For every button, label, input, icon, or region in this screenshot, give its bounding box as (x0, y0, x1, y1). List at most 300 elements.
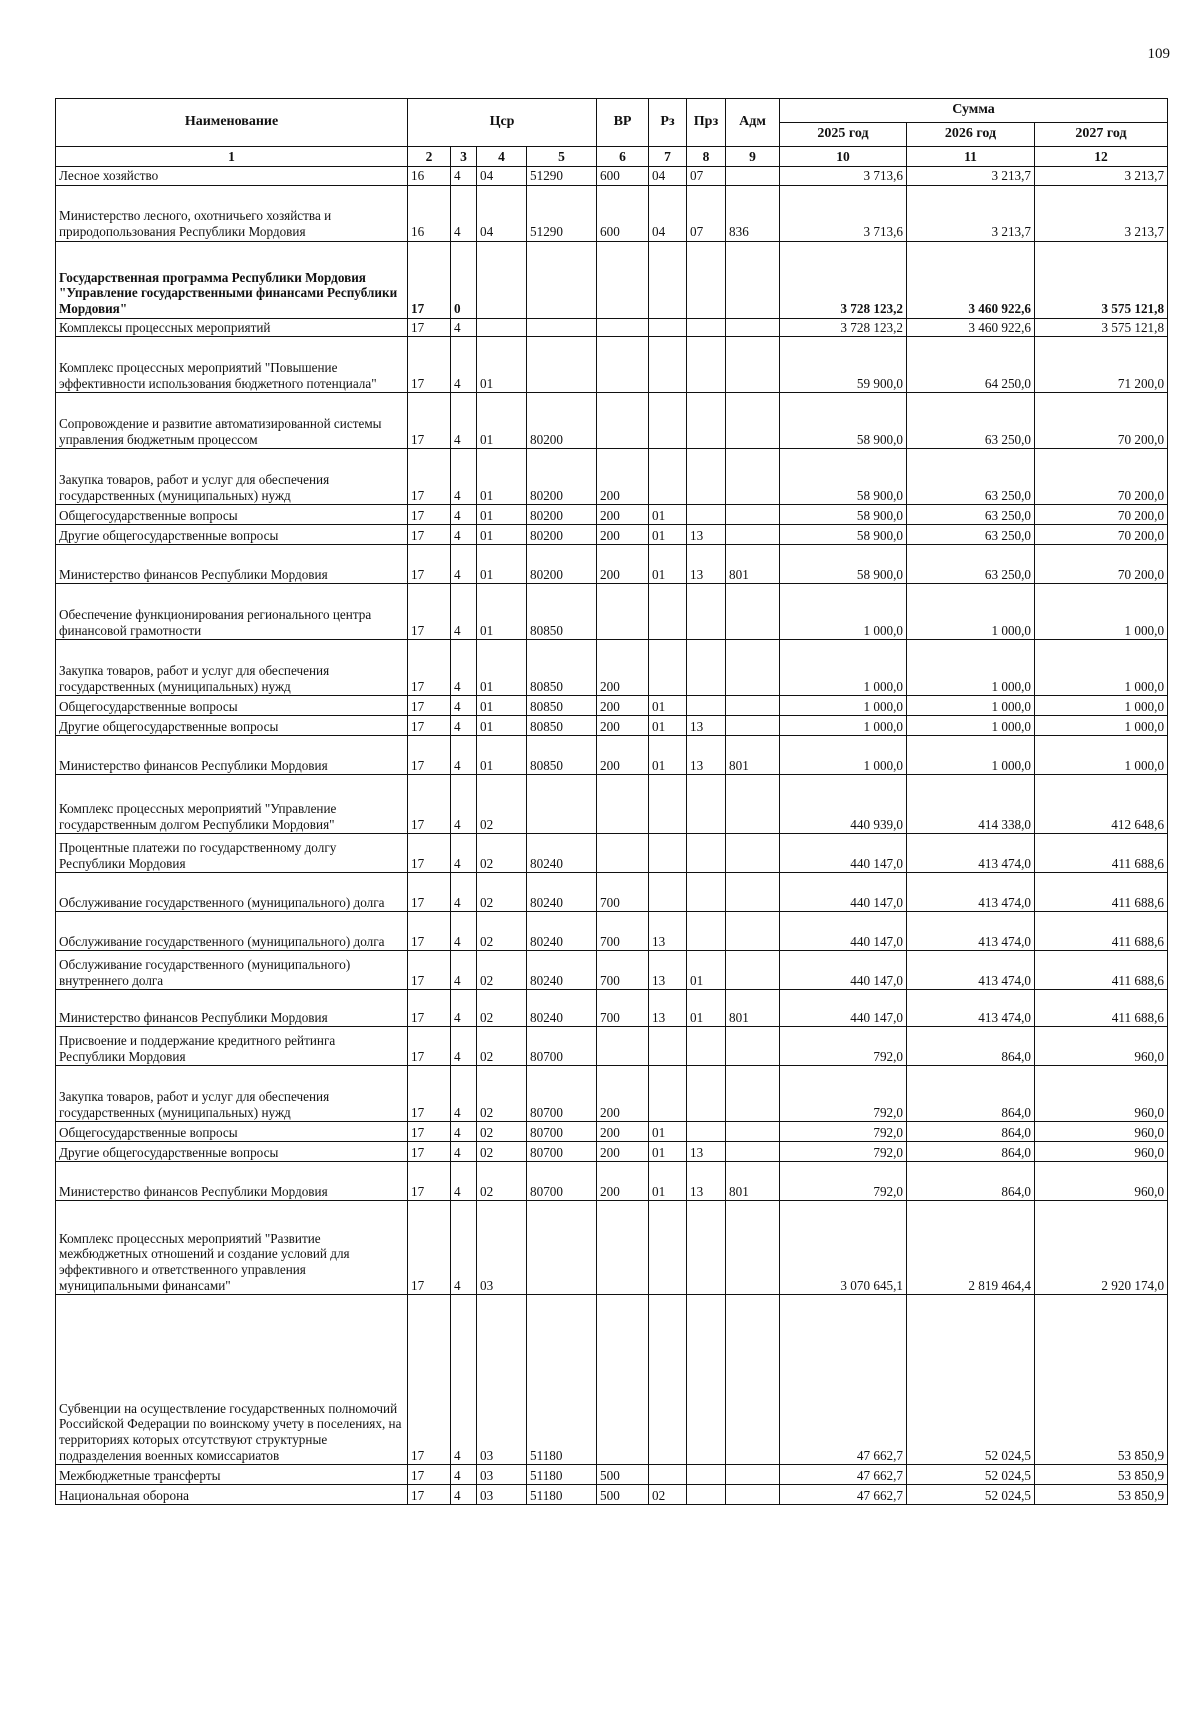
table-row (56, 241, 1168, 318)
row-name: Присвоение и поддержание кредитного рейтинга Республики Мордовия (56, 1027, 408, 1066)
csr-complex: 01 (477, 449, 527, 505)
row-name: Комплекс процессных мероприятий "Развитие межбюджетных отношений и создание условий для эффективного и ответственного управления муниципальными финансами" (56, 1201, 408, 1295)
adm-code (726, 449, 780, 505)
csr-direction (527, 1201, 597, 1295)
column-number-row (56, 147, 1168, 167)
amount-2027: 411 688,6 (1035, 834, 1168, 873)
csr-complex (477, 318, 527, 337)
amount-2025: 47 662,7 (780, 1295, 907, 1465)
csr-direction: 80200 (527, 449, 597, 505)
amount-2026: 414 338,0 (907, 775, 1035, 834)
adm-code (726, 951, 780, 990)
prz-code: 13 (687, 545, 726, 584)
prz-code (687, 696, 726, 716)
csr-type: 4 (451, 716, 477, 736)
vr-code (597, 834, 649, 873)
adm-code (726, 1201, 780, 1295)
csr-type: 4 (451, 318, 477, 337)
amount-2027: 3 213,7 (1035, 185, 1168, 241)
table-row (56, 449, 1168, 505)
vr-code: 200 (597, 696, 649, 716)
rz-code: 13 (649, 951, 687, 990)
row-name: Министерство финансов Республики Мордовия (56, 545, 408, 584)
row-name: Лесное хозяйство (56, 167, 408, 186)
table-row (56, 775, 1168, 834)
amount-2025: 440 147,0 (780, 834, 907, 873)
col-number: 2 (408, 147, 451, 167)
csr-direction (527, 337, 597, 393)
table-row (56, 1122, 1168, 1142)
prz-code (687, 1465, 726, 1485)
row-name: Закупка товаров, работ и услуг для обеспечения государственных (муниципальных) нужд (56, 449, 408, 505)
csr-complex: 03 (477, 1295, 527, 1465)
row-name: Министерство финансов Республики Мордовия (56, 736, 408, 775)
page-number: 109 (1147, 46, 1170, 62)
rz-code (649, 640, 687, 696)
csr-complex: 02 (477, 1122, 527, 1142)
vr-code: 200 (597, 1066, 649, 1122)
table-row (56, 873, 1168, 912)
csr-program: 17 (408, 990, 451, 1027)
amount-2025: 3 713,6 (780, 185, 907, 241)
adm-code (726, 1066, 780, 1122)
csr-complex: 03 (477, 1201, 527, 1295)
csr-direction: 80850 (527, 696, 597, 716)
table-row (56, 525, 1168, 545)
amount-2025: 3 728 123,2 (780, 241, 907, 318)
csr-complex: 02 (477, 1142, 527, 1162)
row-name: Общегосударственные вопросы (56, 505, 408, 525)
csr-program: 17 (408, 1066, 451, 1122)
header-year-2027: 2027 год (1035, 123, 1168, 147)
csr-complex: 01 (477, 393, 527, 449)
csr-direction: 80240 (527, 834, 597, 873)
table-row (56, 318, 1168, 337)
table-row (56, 1066, 1168, 1122)
row-name: Комплекс процессных мероприятий "Управление государственным долгом Республики Мордовия" (56, 775, 408, 834)
prz-code (687, 640, 726, 696)
amount-2026: 63 250,0 (907, 393, 1035, 449)
rz-code: 01 (649, 525, 687, 545)
csr-program: 17 (408, 951, 451, 990)
amount-2026: 3 460 922,6 (907, 318, 1035, 337)
csr-complex: 02 (477, 1066, 527, 1122)
prz-code (687, 1201, 726, 1295)
rz-code: 13 (649, 990, 687, 1027)
amount-2025: 3 728 123,2 (780, 318, 907, 337)
csr-complex: 02 (477, 951, 527, 990)
prz-code (687, 834, 726, 873)
prz-code: 13 (687, 1142, 726, 1162)
row-name: Комплексы процессных мероприятий (56, 318, 408, 337)
csr-direction: 80850 (527, 716, 597, 736)
vr-code: 200 (597, 736, 649, 775)
csr-program: 16 (408, 185, 451, 241)
csr-type: 4 (451, 736, 477, 775)
csr-direction: 80850 (527, 640, 597, 696)
col-number: 7 (649, 147, 687, 167)
csr-direction: 80700 (527, 1162, 597, 1201)
prz-code (687, 505, 726, 525)
rz-code: 01 (649, 545, 687, 584)
amount-2025: 1 000,0 (780, 736, 907, 775)
prz-code (687, 1066, 726, 1122)
csr-type: 4 (451, 505, 477, 525)
adm-code (726, 1295, 780, 1465)
rz-code: 02 (649, 1485, 687, 1505)
amount-2025: 792,0 (780, 1162, 907, 1201)
adm-code (726, 525, 780, 545)
adm-code (726, 696, 780, 716)
csr-program: 17 (408, 1485, 451, 1505)
csr-direction: 51290 (527, 185, 597, 241)
amount-2027: 53 850,9 (1035, 1465, 1168, 1485)
amount-2025: 792,0 (780, 1066, 907, 1122)
amount-2025: 1 000,0 (780, 584, 907, 640)
csr-program: 17 (408, 318, 451, 337)
adm-code (726, 834, 780, 873)
rz-code (649, 449, 687, 505)
table-row (56, 834, 1168, 873)
csr-program: 17 (408, 1162, 451, 1201)
csr-program: 17 (408, 1027, 451, 1066)
amount-2026: 1 000,0 (907, 736, 1035, 775)
table-row (56, 1162, 1168, 1201)
rz-code: 04 (649, 167, 687, 186)
vr-code: 500 (597, 1465, 649, 1485)
amount-2025: 440 147,0 (780, 990, 907, 1027)
csr-direction: 80700 (527, 1122, 597, 1142)
header-rz: Рз (649, 99, 687, 147)
col-number: 3 (451, 147, 477, 167)
csr-program: 17 (408, 873, 451, 912)
csr-program: 17 (408, 584, 451, 640)
amount-2027: 1 000,0 (1035, 584, 1168, 640)
csr-program: 16 (408, 167, 451, 186)
prz-code (687, 1295, 726, 1465)
csr-program: 17 (408, 525, 451, 545)
csr-direction (527, 775, 597, 834)
amount-2025: 1 000,0 (780, 640, 907, 696)
row-name: Министерство финансов Республики Мордовия (56, 1162, 408, 1201)
csr-program: 17 (408, 696, 451, 716)
adm-code: 801 (726, 1162, 780, 1201)
amount-2026: 52 024,5 (907, 1295, 1035, 1465)
amount-2027: 1 000,0 (1035, 736, 1168, 775)
row-name: Министерство финансов Республики Мордовия (56, 990, 408, 1027)
row-name: Закупка товаров, работ и услуг для обеспечения государственных (муниципальных) нужд (56, 1066, 408, 1122)
csr-program: 17 (408, 545, 451, 584)
amount-2026: 413 474,0 (907, 873, 1035, 912)
row-name: Министерство лесного, охотничьего хозяйства и природопользования Республики Мордовия (56, 185, 408, 241)
amount-2027: 70 200,0 (1035, 525, 1168, 545)
amount-2026: 864,0 (907, 1027, 1035, 1066)
csr-type: 4 (451, 951, 477, 990)
prz-code: 13 (687, 1162, 726, 1201)
prz-code: 07 (687, 185, 726, 241)
amount-2027: 960,0 (1035, 1142, 1168, 1162)
rz-code (649, 393, 687, 449)
csr-program: 17 (408, 775, 451, 834)
adm-code: 801 (726, 545, 780, 584)
amount-2026: 413 474,0 (907, 990, 1035, 1027)
csr-complex: 02 (477, 873, 527, 912)
amount-2026: 864,0 (907, 1142, 1035, 1162)
amount-2025: 58 900,0 (780, 525, 907, 545)
amount-2026: 413 474,0 (907, 834, 1035, 873)
col-number: 12 (1035, 147, 1168, 167)
amount-2025: 1 000,0 (780, 716, 907, 736)
header-sum: Сумма (780, 99, 1168, 123)
csr-program: 17 (408, 1465, 451, 1485)
adm-code (726, 1122, 780, 1142)
csr-direction: 80200 (527, 393, 597, 449)
row-name: Субвенции на осуществление государственных полномочий Российской Федерации по воинскому учету в поселениях, на территориях которых отсутствуют структурные подразделения военных комиссариатов (56, 1295, 408, 1465)
row-name: Обслуживание государственного (муниципального) долга (56, 912, 408, 951)
csr-type: 4 (451, 912, 477, 951)
row-name: Общегосударственные вопросы (56, 1122, 408, 1142)
table-row (56, 736, 1168, 775)
table-row (56, 696, 1168, 716)
adm-code (726, 167, 780, 186)
prz-code: 13 (687, 525, 726, 545)
csr-direction: 80200 (527, 525, 597, 545)
rz-code: 01 (649, 1122, 687, 1142)
row-name: Сопровождение и развитие автоматизированной системы управления бюджетным процессом (56, 393, 408, 449)
csr-direction: 80700 (527, 1027, 597, 1066)
csr-direction: 80200 (527, 545, 597, 584)
amount-2027: 960,0 (1035, 1162, 1168, 1201)
csr-type: 4 (451, 990, 477, 1027)
rz-code (649, 1465, 687, 1485)
csr-program: 17 (408, 716, 451, 736)
header-year-2025: 2025 год (780, 123, 907, 147)
amount-2025: 440 147,0 (780, 873, 907, 912)
amount-2026: 1 000,0 (907, 696, 1035, 716)
adm-code (726, 241, 780, 318)
csr-program: 17 (408, 912, 451, 951)
col-number: 1 (56, 147, 408, 167)
amount-2025: 47 662,7 (780, 1465, 907, 1485)
amount-2027: 70 200,0 (1035, 505, 1168, 525)
prz-code (687, 318, 726, 337)
csr-complex: 01 (477, 525, 527, 545)
csr-program: 17 (408, 834, 451, 873)
vr-code: 200 (597, 545, 649, 584)
table-row (56, 1027, 1168, 1066)
csr-program: 17 (408, 337, 451, 393)
vr-code: 700 (597, 990, 649, 1027)
csr-type: 4 (451, 584, 477, 640)
amount-2026: 1 000,0 (907, 584, 1035, 640)
row-name: Другие общегосударственные вопросы (56, 716, 408, 736)
amount-2027: 3 213,7 (1035, 167, 1168, 186)
vr-code: 700 (597, 873, 649, 912)
csr-type: 4 (451, 167, 477, 186)
amount-2027: 411 688,6 (1035, 912, 1168, 951)
csr-direction: 80240 (527, 951, 597, 990)
row-name: Обслуживание государственного (муниципального) внутреннего долга (56, 951, 408, 990)
amount-2025: 792,0 (780, 1142, 907, 1162)
amount-2026: 3 213,7 (907, 185, 1035, 241)
rz-code (649, 775, 687, 834)
csr-type: 4 (451, 1162, 477, 1201)
amount-2027: 53 850,9 (1035, 1485, 1168, 1505)
table-row (56, 990, 1168, 1027)
prz-code (687, 584, 726, 640)
row-name: Общегосударственные вопросы (56, 696, 408, 716)
rz-code: 01 (649, 696, 687, 716)
budget-table (55, 98, 1168, 1505)
csr-type: 4 (451, 1027, 477, 1066)
csr-direction: 51290 (527, 167, 597, 186)
amount-2027: 411 688,6 (1035, 873, 1168, 912)
amount-2026: 63 250,0 (907, 505, 1035, 525)
amount-2025: 58 900,0 (780, 393, 907, 449)
rz-code (649, 873, 687, 912)
adm-code: 836 (726, 185, 780, 241)
prz-code (687, 449, 726, 505)
table-row (56, 640, 1168, 696)
amount-2026: 2 819 464,4 (907, 1201, 1035, 1295)
row-name: Закупка товаров, работ и услуг для обеспечения государственных (муниципальных) нужд (56, 640, 408, 696)
csr-direction (527, 318, 597, 337)
prz-code (687, 1027, 726, 1066)
csr-program: 17 (408, 449, 451, 505)
amount-2026: 52 024,5 (907, 1465, 1035, 1485)
csr-type: 4 (451, 1295, 477, 1465)
amount-2026: 63 250,0 (907, 449, 1035, 505)
prz-code (687, 912, 726, 951)
vr-code: 200 (597, 716, 649, 736)
table-row (56, 1142, 1168, 1162)
vr-code: 200 (597, 1142, 649, 1162)
adm-code (726, 775, 780, 834)
rz-code: 01 (649, 1142, 687, 1162)
amount-2027: 960,0 (1035, 1122, 1168, 1142)
vr-code (597, 337, 649, 393)
csr-complex (477, 241, 527, 318)
csr-direction: 80200 (527, 505, 597, 525)
amount-2025: 59 900,0 (780, 337, 907, 393)
rz-code: 04 (649, 185, 687, 241)
rz-code (649, 584, 687, 640)
amount-2026: 63 250,0 (907, 525, 1035, 545)
col-number: 10 (780, 147, 907, 167)
prz-code: 07 (687, 167, 726, 186)
rz-code (649, 318, 687, 337)
adm-code (726, 1142, 780, 1162)
adm-code (726, 716, 780, 736)
vr-code (597, 393, 649, 449)
vr-code: 200 (597, 525, 649, 545)
amount-2025: 440 147,0 (780, 951, 907, 990)
csr-direction: 80700 (527, 1142, 597, 1162)
amount-2026: 3 213,7 (907, 167, 1035, 186)
csr-type: 4 (451, 1485, 477, 1505)
amount-2026: 63 250,0 (907, 545, 1035, 584)
rz-code (649, 1027, 687, 1066)
amount-2027: 3 575 121,8 (1035, 241, 1168, 318)
rz-code (649, 834, 687, 873)
table-body (56, 167, 1168, 1505)
amount-2025: 58 900,0 (780, 449, 907, 505)
csr-type: 4 (451, 545, 477, 584)
header-year-2026: 2026 год (907, 123, 1035, 147)
amount-2025: 792,0 (780, 1122, 907, 1142)
vr-code: 200 (597, 449, 649, 505)
csr-program: 17 (408, 1295, 451, 1465)
vr-code: 600 (597, 167, 649, 186)
header-adm: Адм (726, 99, 780, 147)
table-row (56, 1465, 1168, 1485)
csr-complex: 03 (477, 1485, 527, 1505)
col-number: 5 (527, 147, 597, 167)
csr-program: 17 (408, 1142, 451, 1162)
csr-complex: 01 (477, 640, 527, 696)
csr-program: 17 (408, 640, 451, 696)
vr-code: 700 (597, 951, 649, 990)
adm-code (726, 1485, 780, 1505)
amount-2027: 70 200,0 (1035, 393, 1168, 449)
rz-code (649, 1201, 687, 1295)
table-row (56, 505, 1168, 525)
csr-direction: 51180 (527, 1295, 597, 1465)
amount-2025: 792,0 (780, 1027, 907, 1066)
vr-code: 200 (597, 1162, 649, 1201)
csr-complex: 01 (477, 545, 527, 584)
csr-type: 4 (451, 775, 477, 834)
amount-2026: 864,0 (907, 1066, 1035, 1122)
amount-2027: 1 000,0 (1035, 716, 1168, 736)
adm-code (726, 873, 780, 912)
table-row (56, 337, 1168, 393)
csr-program: 17 (408, 241, 451, 318)
adm-code: 801 (726, 990, 780, 1027)
rz-code (649, 241, 687, 318)
table-row (56, 393, 1168, 449)
csr-direction: 80240 (527, 873, 597, 912)
table-row (56, 951, 1168, 990)
csr-type: 4 (451, 1465, 477, 1485)
amount-2025: 3 713,6 (780, 167, 907, 186)
table-row (56, 912, 1168, 951)
amount-2026: 64 250,0 (907, 337, 1035, 393)
adm-code (726, 584, 780, 640)
amount-2027: 411 688,6 (1035, 990, 1168, 1027)
amount-2026: 864,0 (907, 1122, 1035, 1142)
adm-code (726, 337, 780, 393)
adm-code (726, 640, 780, 696)
amount-2027: 1 000,0 (1035, 640, 1168, 696)
vr-code (597, 775, 649, 834)
amount-2025: 58 900,0 (780, 505, 907, 525)
csr-type: 0 (451, 241, 477, 318)
prz-code: 13 (687, 716, 726, 736)
csr-complex: 04 (477, 185, 527, 241)
csr-program: 17 (408, 505, 451, 525)
amount-2025: 3 070 645,1 (780, 1201, 907, 1295)
amount-2027: 70 200,0 (1035, 545, 1168, 584)
header-vr: ВР (597, 99, 649, 147)
amount-2027: 70 200,0 (1035, 449, 1168, 505)
table-row (56, 1201, 1168, 1295)
amount-2026: 52 024,5 (907, 1485, 1035, 1505)
row-name: Межбюджетные трансферты (56, 1465, 408, 1485)
row-name: Государственная программа Республики Мордовия "Управление государственными финансами Республики Мордовия" (56, 241, 408, 318)
col-number: 11 (907, 147, 1035, 167)
csr-type: 4 (451, 1122, 477, 1142)
